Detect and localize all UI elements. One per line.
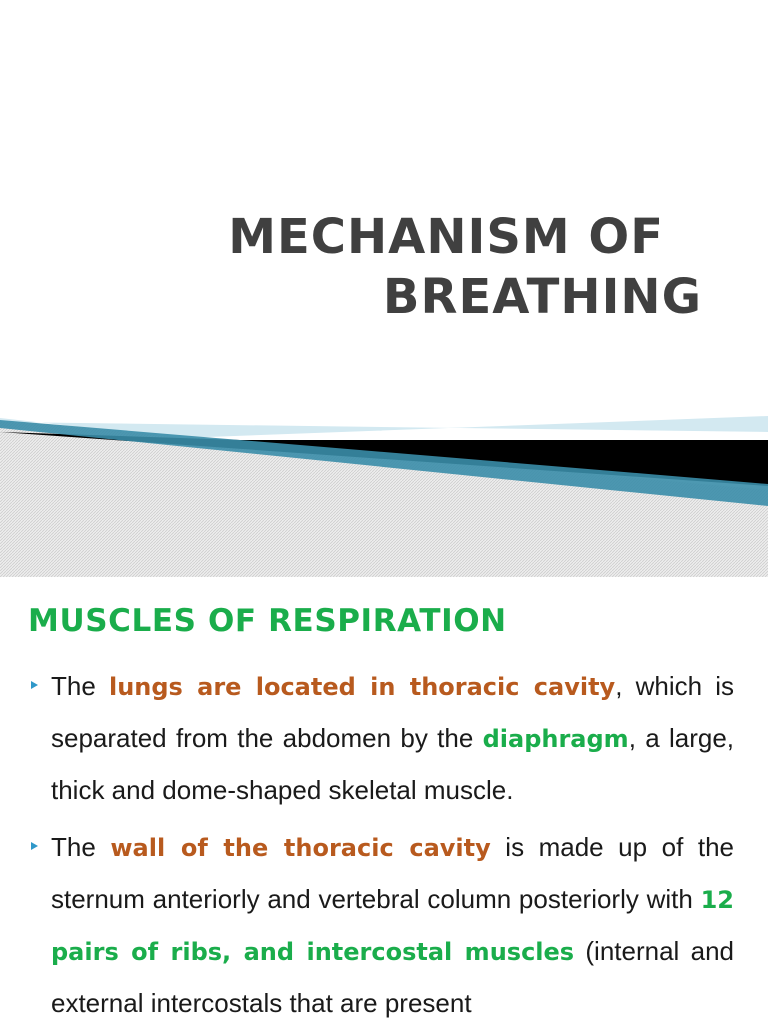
text-segment: The xyxy=(51,832,111,862)
bullet-text xyxy=(51,822,734,1024)
text-segment: , a large, thick and dome-shaped skeletal muscle. xyxy=(51,723,735,805)
text-segment: The xyxy=(51,671,109,701)
slide-title xyxy=(150,207,702,327)
text-segment: is made up of the sternum anteriorly and vertebral column posteriorly with xyxy=(51,832,734,914)
decorative-band xyxy=(0,400,768,577)
highlight-green: 12 pairs of ribs, and intercostal muscles xyxy=(51,886,734,966)
title-line-1: MECHANISM OF xyxy=(228,209,664,266)
text-segment: (internal and external intercostals that are present xyxy=(51,936,734,1018)
list-item xyxy=(0,661,768,816)
bullet-list xyxy=(0,661,768,1024)
triangle-bullet-icon xyxy=(31,842,38,850)
bullet-text xyxy=(51,661,734,816)
title-line-2: BREATHING xyxy=(382,269,702,326)
section-heading: MUSCLES OF RESPIRATION xyxy=(28,603,507,639)
list-item xyxy=(0,822,768,1024)
triangle-bullet-icon xyxy=(31,681,38,689)
text-segment: , which is separated from the abdomen by the xyxy=(51,671,734,753)
content-slide xyxy=(0,577,768,1024)
highlight-orange: wall of the thoracic cavity xyxy=(110,834,491,862)
highlight-green: diaphragm xyxy=(482,725,629,753)
highlight-orange: lungs are located in thoracic cavity xyxy=(108,673,616,701)
